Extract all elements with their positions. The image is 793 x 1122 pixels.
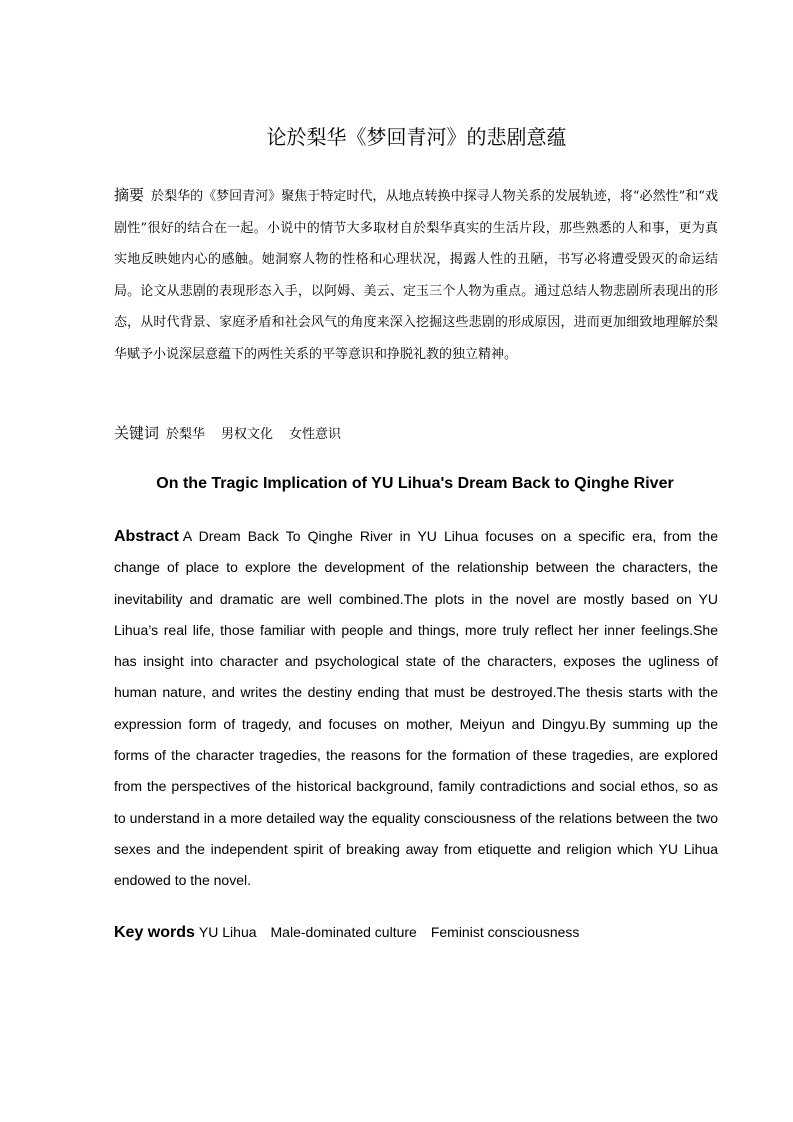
chinese-keyword: 於梨华 xyxy=(166,427,206,442)
chinese-keyword: 女性意识 xyxy=(289,427,342,442)
chinese-abstract-label: 摘要 xyxy=(114,186,145,204)
chinese-title: 论於梨华《梦回青河》的悲剧意蕴 xyxy=(266,125,567,149)
english-keyword: Feminist consciousness xyxy=(430,924,580,940)
english-keywords xyxy=(114,919,718,946)
chinese-abstract-text: 於梨华的《梦回青河》聚焦于特定时代，从地点转换中探寻人物关系的发展轨迹，将“必然性”和“戏剧性”很好的结合在一起。小说中的情节大多取材自於梨华真实的生活片段，那些熟悉的人和事，更为真实地反映她内心的感触。她洞察人物的性格和心理状况，揭露人性的丑陋，书写必将遭受毁灭的命运结局。论文从悲剧的表现形态入手，以阿姆、美云、定玉三个人物为重点。通过总结人物悲剧所表现出的形态，从时代背景、家庭矛盾和社会风气的角度来深入挖掘这些悲剧的形成原因，进而更加细致地理解於梨华赋予小说深层意蕴下的两性关系的平等意识和挣脱礼教的独立精神。 xyxy=(114,189,718,362)
english-abstract xyxy=(114,521,718,897)
chinese-keywords xyxy=(114,420,718,448)
english-abstract-label: Abstract xyxy=(114,528,179,545)
english-abstract-text: A Dream Back To Qinghe River in YU Lihua focuses on a specific era, from the change of place to explore the development of the relationship between the characters, the inevitability and dramatic are well combined.The plots in the novel are mostly based on YU Lihua’s real life, those familiar with people and things, more truly reflect her inner feelings.She has insight into character and psychological state of the characters, exposes the ugliness of human nature, and writes the destiny ending that must be destroyed.The thesis starts with the expression form of tragedy, and focuses on mother, Meiyun and Dingyu.By summing up the forms of the character tragedies, the reasons for the formation of these tragedies, are explored from the perspectives of the historical background, family contradictions and social ethos, so as to understand in a more detailed way the equality consciousness of the relations between the two sexes and the independent spirit of breaking away from etiquette and religion which YU Lihua endowed to the novel. xyxy=(114,528,718,889)
english-title: On the Tragic Implication of YU Lihua's Dream Back to Qinghe River xyxy=(156,475,674,492)
english-keyword: YU Lihua xyxy=(198,924,257,940)
chinese-keywords-label: 关键词 xyxy=(114,424,160,442)
chinese-abstract xyxy=(114,180,718,370)
english-keyword: Male-dominated culture xyxy=(270,924,417,940)
chinese-keyword: 男权文化 xyxy=(221,427,274,442)
english-keywords-label: Key words xyxy=(114,924,195,941)
